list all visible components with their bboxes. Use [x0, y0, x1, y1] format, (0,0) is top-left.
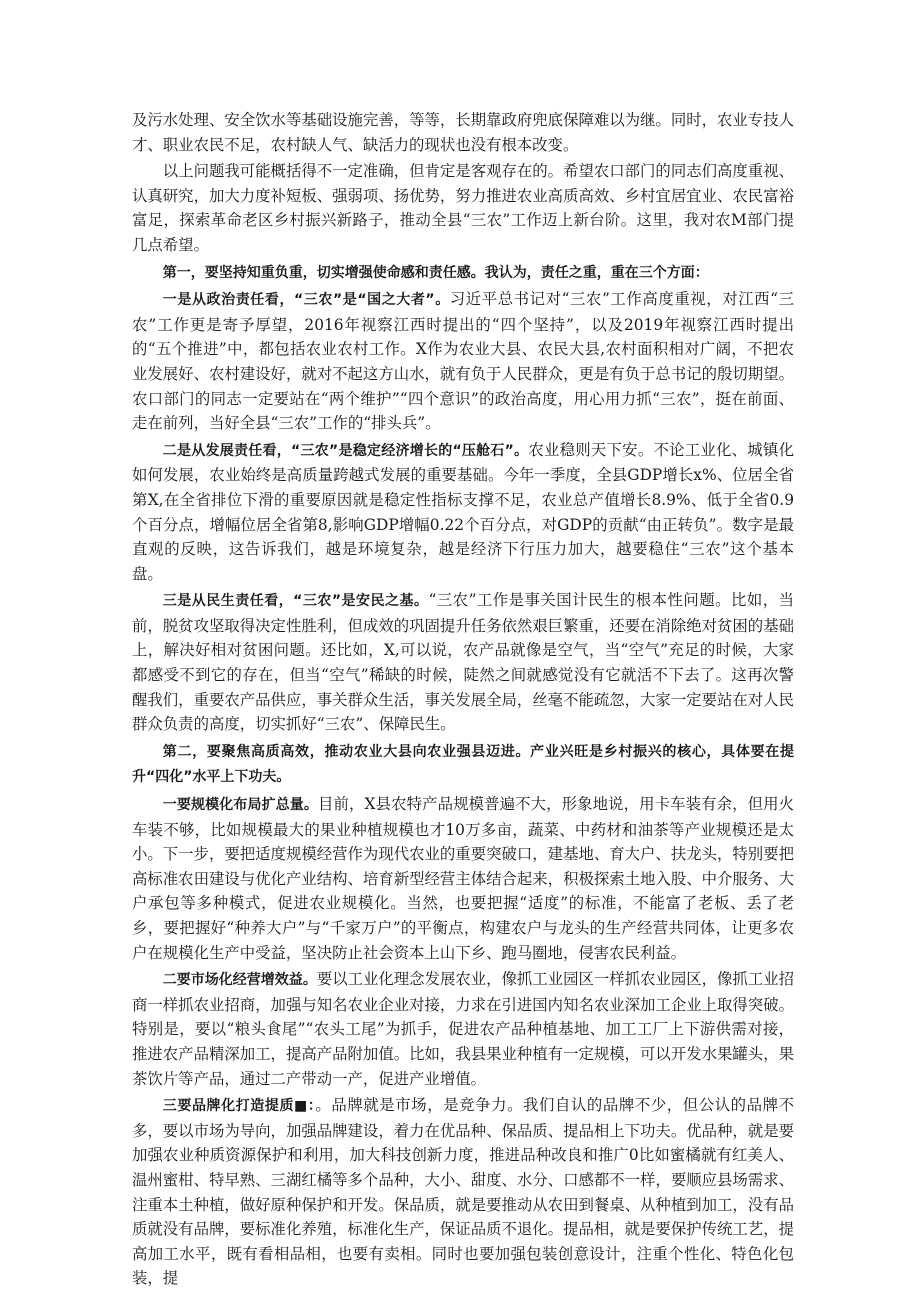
paragraph-lead: 二要市场化经营增效益。 [162, 972, 317, 989]
paragraph-text: 。品牌就是市场，是竞争力。我们自认的品牌不少，但公认的品牌不多，要以市场为导向，加强品牌建设，着力在优品种、保品质、提品相上下功夫。优品种，就是要加强农业种质资源保护和利用，加大科技创新力度，推进品种改良和推广0比如蜜橘就有红美人、温州蜜柑、特早熟、三湖红橘等多个品种，大小、甜度、水分、口感都不一样，要顺应县场需求、注重本土种植，做好原种保护和开发。保品质，就是要推动从农田到餐桌、从种植到加工，没有品质就没有品牌，要标准化养殖，标准化生产，保证品质不退化。提品相，就是要保护传统工艺，提高加工水平，既有看相品相，也要有卖相。同时也要加强包装创意设计，注重个性化、特色化包装，提 [132, 1096, 794, 1288]
paragraph [132, 792, 794, 965]
paragraph-lead: 三要品牌化打造提质■： [162, 1098, 316, 1115]
paragraph-text: “三农”工作是事关国计民生的根本性问题。比如，当前，脱贫攻坚取得决定性胜利，但成效的巩固提升任务依然艰巨繁重，还要在消除绝对贫困的基础上，解决好相对贫困问题。还比如，X,可以说，农产品就像是空气，当“空气”充足的时候，大家都感受不到它的存在，但当“空气”稀缺的时候，陡然之间就感觉没有它就活不下去了。这再次警醒我们，重要农产品供应，事关群众生活，事关发展全局，丝毫不能疏忽，大家一定要站在对人民群众负责的高度，切实抓好“三农”、保障民生。 [132, 591, 794, 734]
paragraph [132, 438, 794, 587]
paragraph-lead: 一要规模化布局扩总量。 [162, 797, 319, 814]
paragraph [132, 1093, 794, 1291]
paragraph-text: 要以工业化理念发展农业，像抓工业园区一样抓农业园区，像抓工业招商一样抓农业招商，加强与知名农业企业对接，力求在引进国内知名农业深加工企业上取得突破。特别是，要以“粮头食尾”“农头工尾”为抓手，促进农产品种植基地、加工工厂上下游供需对接，推进农产品精深加工，提高产品附加值。比如，我县果业种植有一定规模，可以开发水果罐头，果茶饮片等产品，通过二产带动一产，促进产业增值。 [132, 970, 794, 1088]
paragraph-text: 及污水处理、安全饮水等基础设施完善，等等，长期靠政府兜底保障难以为继。同时，农业专技人才、职业农民不足，农村缺人气、缺活力的现状也没有根本改变。 [132, 111, 794, 154]
paragraph [132, 159, 794, 257]
paragraph-text: 以上问题我可能概括得不一定准确，但肯定是客观存在的。希望农口部门的同志们高度重视、认真研究，加大力度补短板、强弱项、扬优势，努力推进农业高质高效、乡村宜居宜业、农民富裕富足，探索革命老区乡村振兴新路子，推动全县“三农”工作迈上新台阶。这里，我对农M部门提几点希望。 [132, 162, 794, 254]
paragraph [132, 588, 794, 737]
heading-text: 第一，要坚持知重负重，切实增强使命感和责任感。我认为，责任之重，重在三个方面： [162, 264, 709, 281]
section-heading [132, 260, 794, 286]
paragraph [132, 967, 794, 1091]
paragraph-text: 农业稳则天下安。不论工业化、城镇化如何发展，农业始终是高质量跨越式发展的重要基础。今年一季度，全县GDP增长x%、位居全省第X,在全省排位下滑的重要原因就是稳定性指标支撑不足，农业总产值增长8.9%、低于全省0.9个百分点，增幅位居全省第8,影响GDP增幅0.22个百分点，对GDP的贡献“由正转负”。数字是最直观的反映，这告诉我们，越是环境复杂，越是经济下行压力加大，越要稳住“三农”这个基本盘。 [132, 440, 794, 583]
paragraph [132, 287, 794, 436]
paragraph [132, 108, 794, 157]
section-heading [132, 739, 794, 790]
paragraph-lead: 三是从民生责任看，“三农”是安民之基。 [162, 593, 429, 610]
paragraph-lead: 一是从政治责任看，“三农”是“国之大者”。 [162, 292, 450, 309]
paragraph-text: 目前，X县农特产品规模普遍不大，形象地说，用卡车装有余，但用火车装不够，比如规模最大的果业种植规模也才10万多亩，蔬菜、中药材和油茶等产业规模还是太小。下一步，要把适度规模经营作为现代农业的重要突破口，建基地、育大户、扶龙头，特别要把高标准农田建设与优化产业结构、培育新型经营主体结合起来，积极探索土地入股、中介服务、大户承包等多种模式，促进农业规模化。当然，也要把握“适度”的标准，不能富了老板、丢了老乡，要把握好“种养大户”与“千家万户”的平衡点，构建农户与龙头的生产经营共同体，让更多农户在规模化生产中受益，坚决防止社会资本上山下乡、跑马圈地，侵害农民利益。 [132, 795, 794, 962]
paragraph-lead: 二是从发展责任看，“三农”是稳定经济增长的“压舱石”。 [162, 442, 529, 459]
heading-text: 第二，要聚焦高质高效，推动农业大县向农业强县迈进。产业兴旺是乡村振兴的核心，具体要在提升“四化”水平上下功夫。 [132, 743, 794, 786]
paragraph-text: 习近平总书记对“三农”工作高度重视，对江西“三农”工作更是寄予厚望，2016年视察江西时提出的“四个坚持”，以及2019年视察江西时提出的“五个推进”中，都包括农业农村工作。X作为农业大县、农民大县,农村面积相对广阔，不把农业发展好、农村建设好，就对不起这方山水，就有负于人民群众，更是有负于总书记的殷切期望。农口部门的同志一定要站在“两个维护”“四个意识”的政治高度，用心用力抓“三农”，挺在前面、走在前列，当好全县“三农”工作的“排头兵”。 [132, 290, 794, 433]
